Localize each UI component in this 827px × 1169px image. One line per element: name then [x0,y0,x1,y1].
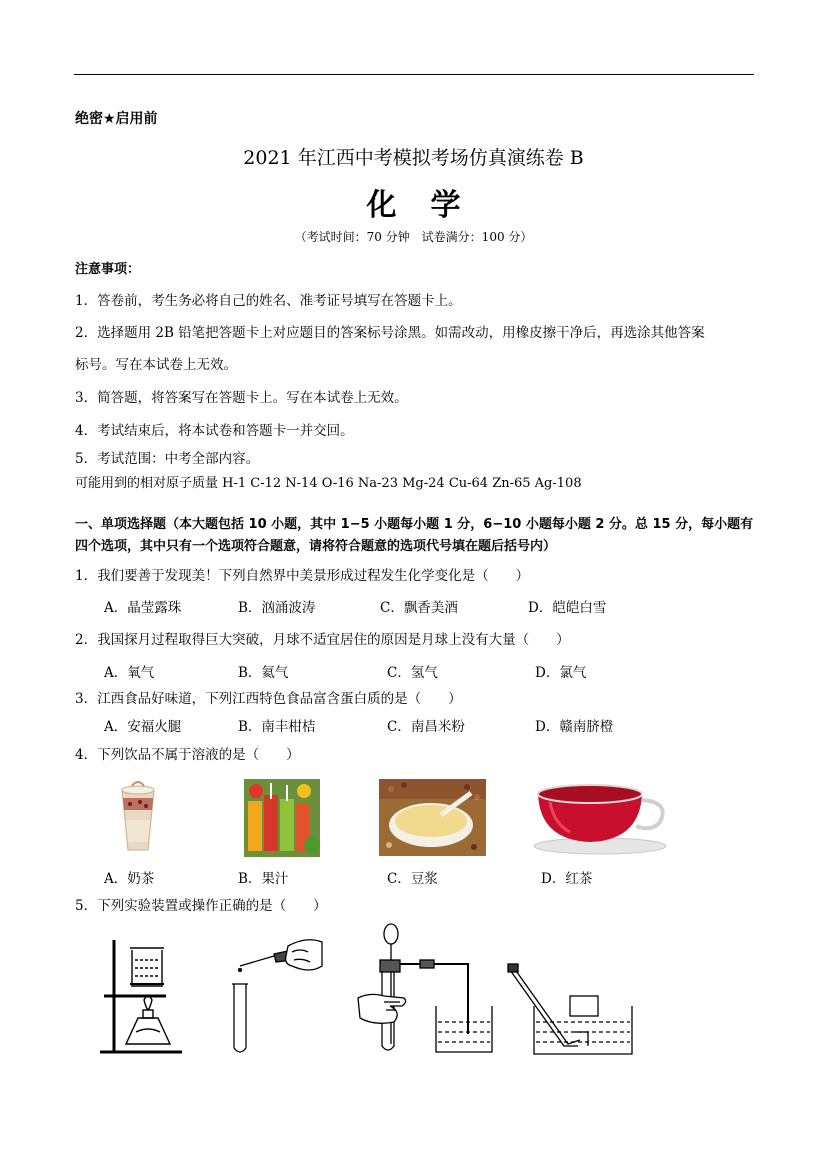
apparatus-airtight-diagram [354,922,500,1058]
option-c: C．豆浆 [387,871,438,887]
option-a: A．氧气 [104,665,155,681]
apparatus-gas-collection-diagram [504,962,636,1058]
option-a: A．奶茶 [104,871,155,887]
option-d: D．氯气 [535,665,587,681]
soy-milk-image [379,779,486,856]
option-b: B．果汁 [238,871,289,887]
note-item: 4．考试结束后，将本试卷和答题卡一并交回。 [75,423,354,439]
header-rule [74,74,754,75]
notes-title: 注意事项： [75,262,141,277]
option-c: C．氢气 [387,665,438,681]
option-d: D．红茶 [541,871,593,887]
secret-label: 绝密★启用前 [75,111,158,127]
note-item: 标号。写在本试卷上无效。 [75,357,237,373]
note-item: 1．答卷前，考生务必将自己的姓名、准考证号填写在答题卡上。 [75,293,462,309]
exam-info: （考试时间：70 分钟 试卷满分：100 分） [294,230,533,244]
subject-title: 化学 [366,188,495,223]
question-stem: 1．我们要善于发现美！下列自然界中美景形成过程发生化学变化是（ ） [75,568,530,584]
question-stem: 3．江西食品好味道，下列江西特色食品富含蛋白质的是（ ） [75,691,462,707]
option-b: B．南丰柑桔 [238,719,316,735]
option-b: B．氦气 [238,665,289,681]
option-d: D．皑皑白雪 [528,600,607,616]
option-b: B．汹涌波涛 [238,600,316,616]
question-stem: 5．下列实验装置或操作正确的是（ ） [75,898,327,914]
atomic-masses: 可能用到的相对原子质量 H-1 C-12 N-14 O-16 Na-23 Mg-24 Cu-64 Zn-65 Ag-108 [75,476,582,491]
red-tea-image [530,772,672,857]
apparatus-heating-diagram [98,936,184,1058]
juice-image [244,779,320,857]
question-stem: 4．下列饮品不属于溶液的是（ ） [75,747,300,763]
apparatus-dropper-diagram [226,936,326,1058]
note-item: 3．简答题，将答案写在答题卡上。写在本试卷上无效。 [75,390,408,406]
option-c: C．飘香美酒 [380,600,458,616]
exam-title: 2021 年江西中考模拟考场仿真演练卷 B [243,147,584,169]
section-heading: 一、单项选择题（本大题包括 10 小题，其中 1−5 小题每小题 1 分，6−10 小题每小题 2 分。总 15 分，每小题有四个选项，其中只有一个选项符合题意，请将符合题意的选项代号填在题后括号内） [75,517,754,554]
note-item: 2．选择题用 2B 铅笔把答题卡上对应题目的答案标号涂黑。如需改动，用橡皮擦干净后，再选涂其他答案 [75,325,705,341]
option-c: C．南昌米粉 [387,719,465,735]
option-d: D．赣南脐橙 [535,719,614,735]
option-a: A．安福火腿 [104,719,182,735]
milk-tea-image [108,776,168,856]
note-item: 5．考试范围：中考全部内容。 [75,451,260,467]
option-a: A．晶莹露珠 [104,600,182,616]
question-stem: 2．我国探月过程取得巨大突破，月球不适宜居住的原因是月球上没有大量（ ） [75,632,570,648]
